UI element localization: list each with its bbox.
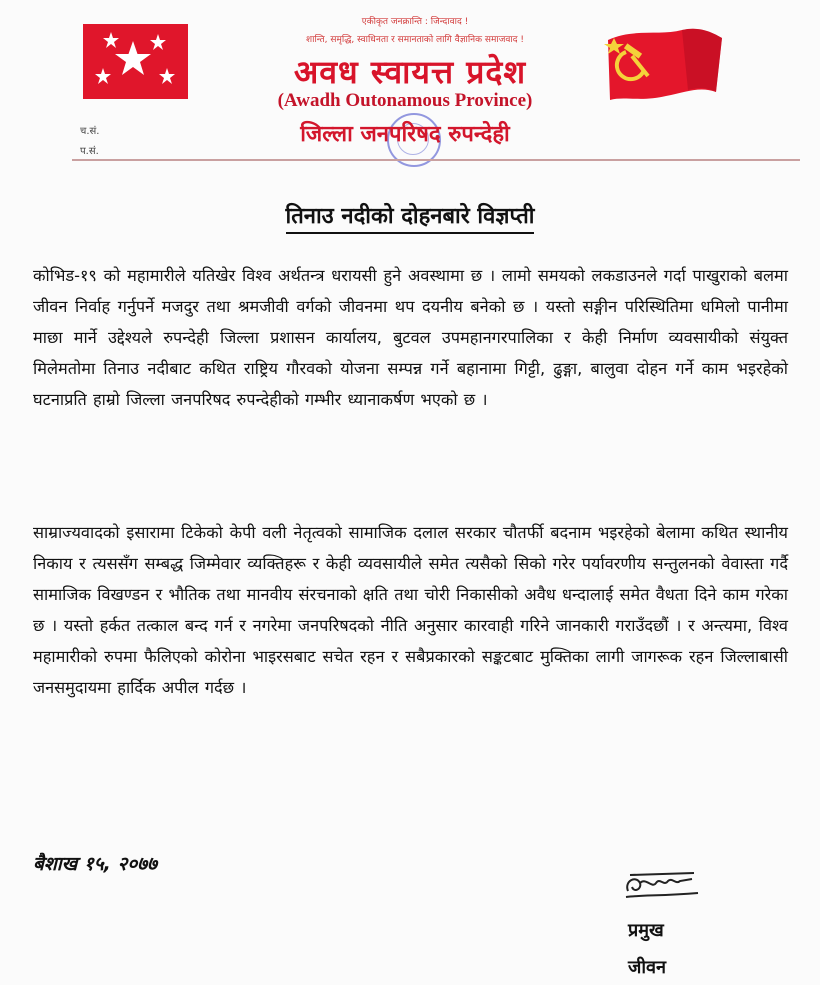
party-flag-emblem — [604, 26, 724, 104]
document-date: बैशाख १५, २०७७ — [33, 853, 157, 875]
slogan-sub: शान्ति, समृद्धि, स्वाधिनता र समानताको लागि वैज्ञानिक समाजवाद ! — [306, 35, 524, 45]
signatory-role: प्रमुख — [628, 920, 664, 941]
slogan-top: एकीकृत जनक्रान्ति : जिन्दावाद ! — [361, 17, 469, 27]
five-stars-icon — [83, 24, 188, 99]
district-council-name: जिल्ला जनपरिषद रुपन्देही — [300, 122, 510, 147]
letter-number-label: प.सं. — [80, 146, 99, 157]
reference-number-label: च.सं. — [80, 126, 100, 137]
document-title-text: तिनाउ नदीको दोहनबारे विज्ञप्ती — [286, 204, 535, 234]
org-name-english: (Awadh Outonamous Province) — [277, 90, 533, 111]
paragraph-2: साम्राज्यवादको इसारामा टिकेको केपी वली नेतृत्वको सामाजिक दलाल सरकार चौतर्फी बदनाम भइरहेको बेलामा कथित स्थानीय निकाय र त्यससँग सम्बद्ध जिम्मेवार व्यक्तिहरू र केही व्यवसायीले समेत त्यसैको सिको गरेर पर्यावरणीय सन्तुलनको वेवास्ता गर्दै सामाजिक विखण्डन र भौतिक तथा मानवीय संरचनाको क्षति तथा चोरी निकासीको अवैध धन्दालाई समेत वैधता दिने काम गरेका छ । यस्तो हर्कत तत्काल बन्द गर्न र नगरेमा जनपरिषदको नीति अनुसार कारवाही गरिने जानकारी गराउँदछौं । र अन्त्यमा, विश्व महामारीको रुपमा फैलिएको कोरोना भाइरसबाट सचेत रहन र सबैप्रकारको सङ्कटबाट मुक्तिका लागी जागरूक रहन जिल्लाबासी जनसमुदायमा हार्दिक अपील गर्दछ । — [33, 523, 788, 697]
paragraph-1: कोभिड-१९ को महामारीले यतिखेर विश्व अर्थतन्त्र धरायसी हुने अवस्थामा छ । लामो समयको लकडाउनले गर्दा पाखुराको बलमा जीवन निर्वाह गर्नुपर्ने मजदुर तथा श्रमजीवी वर्गको जीवनमा थप दयनीय बनेको छ । यस्तो सङ्गीन परिस्थितिमा धमिलो पानीमा माछा मार्ने उद्देश्यले रुपन्देही जिल्ला प्रशासन कार्यालय, बुटवल उपमहानगरपालिका र केही निर्माण व्यवसायीको संयुक्त मिलेमतोमा तिनाउ नदीबाट कथित राष्ट्रिय गौरवको योजना सम्पन्न गर्ने बहानामा गिट्टी, ढुङ्गा, बालुवा दोहन गर्ने काम भइरहेको घटनाप्रति हाम्रो जिल्ला जनपरिषद रुपन्देहीको गम्भीर ध्यानाकर्षण भएको छ । — [33, 266, 788, 409]
org-name-nepali: अवध स्वायत्त प्रदेश — [293, 53, 527, 91]
hammer-sickle-icon — [604, 26, 724, 104]
signatory-name: जीवन — [628, 957, 667, 978]
letterhead-divider — [72, 159, 800, 161]
document-title — [0, 200, 820, 230]
party-flag-stars — [83, 24, 188, 99]
handwritten-signature — [622, 869, 702, 901]
